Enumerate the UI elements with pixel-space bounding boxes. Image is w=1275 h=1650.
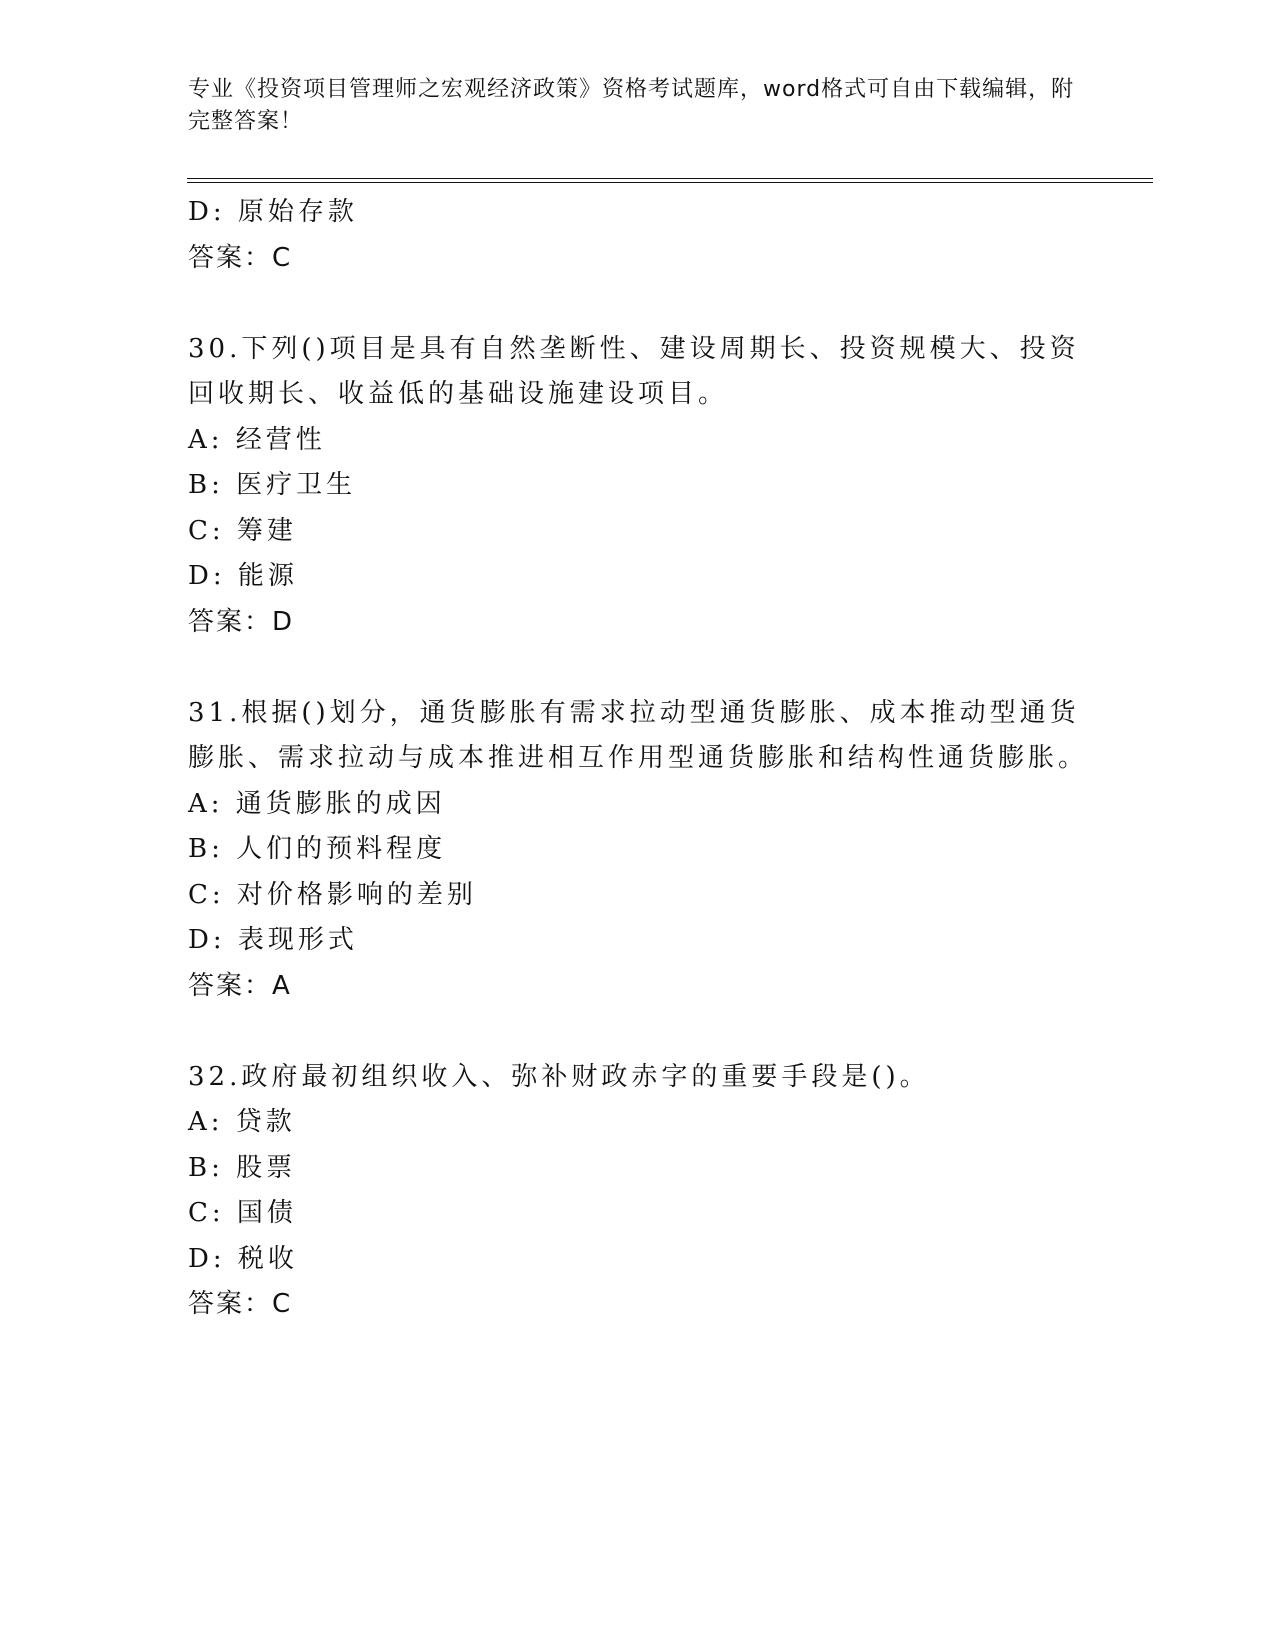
option-d: D: 税收 <box>188 1243 298 1274</box>
answer: 答案：D <box>188 606 295 637</box>
spacer <box>188 645 1088 691</box>
prev-answer: 答案：C <box>188 242 293 273</box>
question-31 <box>188 691 1088 1010</box>
spacer <box>188 1009 1088 1055</box>
question-stem: 30.下列()项目是具有自然垄断性、建设周期长、投资规模大、投资回收期长、收益低的基础设施建设项目。 <box>188 333 1080 409</box>
question-content <box>188 190 1088 1328</box>
question-30 <box>188 327 1088 646</box>
answer: 答案：C <box>188 1289 293 1319</box>
option-c: C: 筹建 <box>188 515 297 546</box>
question-stem: 32.政府最初组织收入、弥补财政赤字的重要手段是()。 <box>188 1061 930 1092</box>
question-stem: 31.根据()划分，通货膨胀有需求拉动型通货膨胀、成本推动型通货膨胀、需求拉动与成本推进相互作用型通货膨胀和结构性通货膨胀。 <box>188 697 1089 773</box>
option-d: D: 表现形式 <box>188 925 358 955</box>
option-a: A: 通货膨胀的成因 <box>188 788 446 819</box>
question-32 <box>188 1055 1088 1328</box>
header-rule-bottom <box>187 182 1153 183</box>
option-b: B: 医疗卫生 <box>188 470 357 500</box>
answer: 答案：A <box>188 970 292 1001</box>
option-b: B: 人们的预料程度 <box>188 834 447 864</box>
option-c: C: 国债 <box>188 1198 297 1228</box>
option-c: C: 对价格影响的差别 <box>188 879 477 910</box>
option-a: A: 经营性 <box>188 424 326 455</box>
option-d: D: 能源 <box>188 561 298 591</box>
prev-option-d: D: 原始存款 <box>188 197 358 227</box>
header-rule-top <box>187 178 1153 179</box>
option-a: A: 贷款 <box>188 1107 296 1137</box>
option-b: B: 股票 <box>188 1152 297 1183</box>
spacer <box>188 281 1088 327</box>
document-header: 专业《投资项目管理师之宏观经济政策》资格考试题库，word格式可自由下载编辑，附完整答案！ <box>188 77 1075 134</box>
